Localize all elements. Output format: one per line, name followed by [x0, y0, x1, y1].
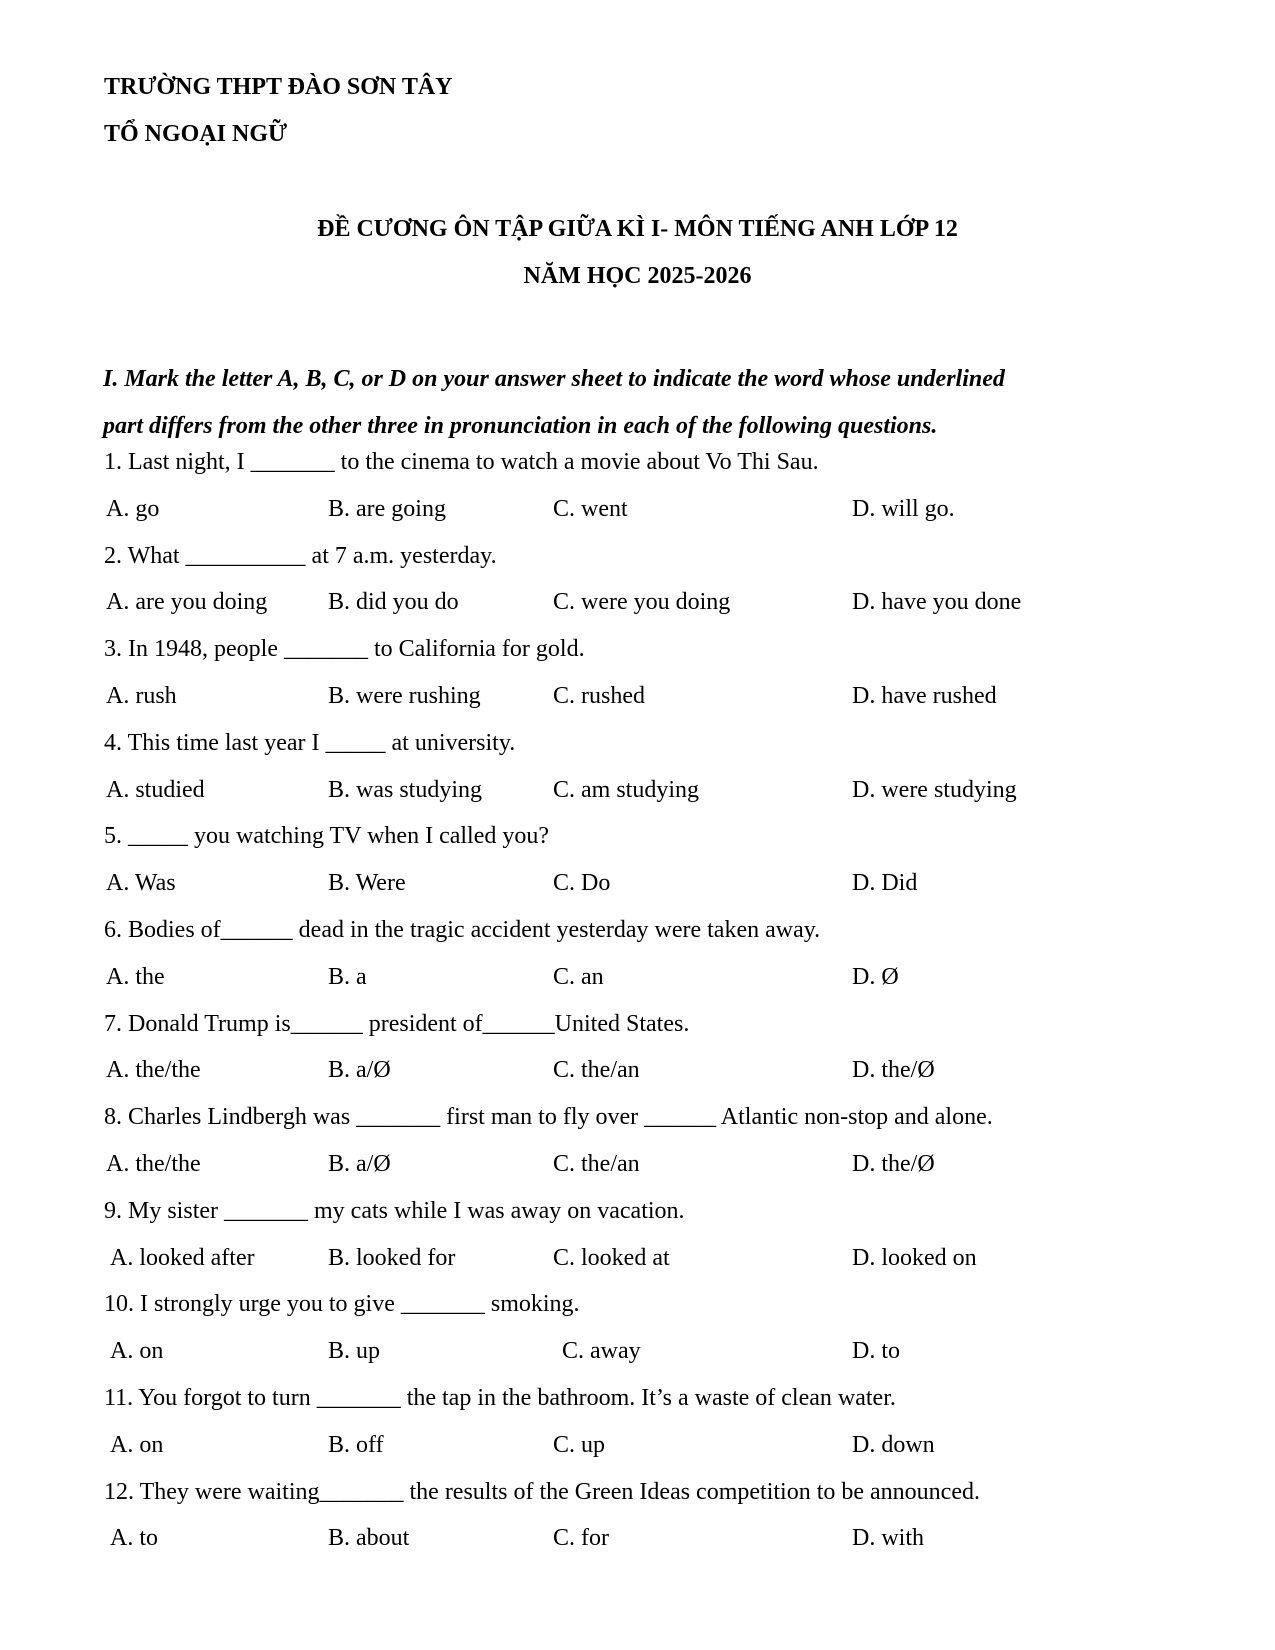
school-header [104, 72, 453, 166]
question-stem: 7. Donald Trump is______ president of______United States. [104, 1010, 690, 1037]
question-stem: 12. They were waiting_______ the results of the Green Ideas competition to be announced. [104, 1478, 980, 1505]
option-b: B. off [328, 1431, 384, 1458]
question-6 [104, 915, 1184, 1009]
option-d: D. were studying [852, 776, 1017, 803]
option-b: B. are going [328, 495, 446, 522]
answer-options [104, 1430, 1184, 1477]
option-c: C. went [553, 495, 628, 522]
option-c: C. looked at [553, 1244, 670, 1271]
option-b: B. a/Ø [328, 1057, 391, 1084]
title-line-2: NĂM HỌC 2025-2026 [523, 263, 752, 289]
option-d: D. down [852, 1431, 935, 1458]
option-c: C. an [553, 963, 604, 990]
answer-options [104, 1336, 1184, 1383]
option-d: D. have you done [852, 589, 1022, 616]
option-a: A. studied [106, 776, 205, 803]
question-5 [104, 821, 1184, 915]
question-7 [104, 1009, 1184, 1103]
answer-options [104, 587, 1184, 634]
answer-options [104, 1055, 1184, 1102]
option-d: D. to [852, 1338, 900, 1365]
option-a: A. on [110, 1338, 164, 1365]
option-b: B. did you do [328, 589, 459, 616]
answer-options [104, 1243, 1184, 1290]
option-d: D. have rushed [852, 682, 997, 709]
option-c: C. the/an [553, 1150, 640, 1177]
answer-options [104, 1149, 1184, 1196]
question-stem: 2. What __________ at 7 a.m. yesterday. [104, 542, 497, 569]
option-c: C. rushed [553, 682, 645, 709]
option-a: A. rush [106, 682, 177, 709]
option-a: A. go [106, 495, 160, 522]
option-a: A. to [110, 1525, 158, 1552]
question-12 [104, 1477, 1184, 1571]
question-list [104, 447, 1184, 1570]
question-stem: 6. Bodies of______ dead in the tragic accident yesterday were taken away. [104, 916, 821, 943]
option-c: C. the/an [553, 1057, 640, 1084]
answer-options [104, 681, 1184, 728]
option-d: D. the/Ø [852, 1150, 935, 1177]
question-8 [104, 1102, 1184, 1196]
option-b: B. was studying [328, 776, 483, 803]
option-a: A. looked after [110, 1244, 255, 1271]
option-a: A. the/the [106, 1057, 201, 1084]
option-d: D. the/Ø [852, 1057, 935, 1084]
question-10 [104, 1289, 1184, 1383]
option-a: A. the [106, 963, 165, 990]
option-c: C. away [562, 1338, 641, 1365]
question-stem: 5. _____ you watching TV when I called you? [104, 823, 550, 850]
option-d: D. with [852, 1525, 924, 1552]
question-stem: 4. This time last year I _____ at university. [104, 729, 516, 756]
question-stem: 10. I strongly urge you to give _______ smoking. [104, 1291, 580, 1318]
department-name: TỔ NGOẠI NGỮ [104, 121, 288, 147]
question-stem: 8. Charles Lindbergh was _______ first man to fly over ______ Atlantic non-stop and alone. [104, 1104, 993, 1131]
option-a: A. the/the [106, 1150, 201, 1177]
answer-options [104, 962, 1184, 1009]
option-c: C. am studying [553, 776, 700, 803]
option-b: B. were rushing [328, 682, 481, 709]
option-b: B. a [328, 963, 367, 990]
question-1 [104, 447, 1184, 541]
option-a: A. on [110, 1431, 164, 1458]
question-9 [104, 1196, 1184, 1290]
question-stem: 3. In 1948, people _______ to California for gold. [104, 636, 585, 663]
question-2 [104, 541, 1184, 635]
option-d: D. looked on [852, 1244, 977, 1271]
section-instruction [103, 356, 1183, 450]
question-3 [104, 634, 1184, 728]
option-d: D. Ø [852, 963, 899, 990]
option-d: D. Did [852, 870, 918, 897]
answer-options [104, 1523, 1184, 1570]
option-b: B. about [328, 1525, 410, 1552]
option-a: A. Was [106, 870, 176, 897]
title-line-1: ĐỀ CƯƠNG ÔN TẬP GIỮA KÌ I- MÔN TIẾNG ANH LỚP 12 [317, 216, 958, 242]
option-c: C. were you doing [553, 589, 731, 616]
option-a: A. are you doing [106, 589, 268, 616]
option-b: B. up [328, 1338, 381, 1365]
question-stem: 11. You forgot to turn _______ the tap in the bathroom. It’s a waste of clean water. [104, 1384, 896, 1411]
section-instruction-line-1: I. Mark the letter A, B, C, or D on your answer sheet to indicate the word whose underlined [103, 366, 1005, 392]
option-b: B. looked for [328, 1244, 456, 1271]
option-c: C. for [553, 1525, 609, 1552]
question-11 [104, 1383, 1184, 1477]
option-d: D. will go. [852, 495, 955, 522]
answer-options [104, 775, 1184, 822]
answer-options [104, 494, 1184, 541]
option-c: C. Do [553, 870, 611, 897]
question-4 [104, 728, 1184, 822]
question-stem: 1. Last night, I _______ to the cinema to watch a movie about Vo Thi Sau. [104, 449, 819, 475]
option-b: B. Were [328, 870, 406, 897]
section-instruction-line-2: part differs from the other three in pronunciation in each of the following questions. [103, 413, 938, 439]
document-title [0, 214, 1275, 308]
option-b: B. a/Ø [328, 1150, 391, 1177]
question-stem: 9. My sister _______ my cats while I was away on vacation. [104, 1197, 685, 1224]
option-c: C. up [553, 1431, 606, 1458]
answer-options [104, 868, 1184, 915]
school-name: TRƯỜNG THPT ĐÀO SƠN TÂY [104, 74, 453, 100]
